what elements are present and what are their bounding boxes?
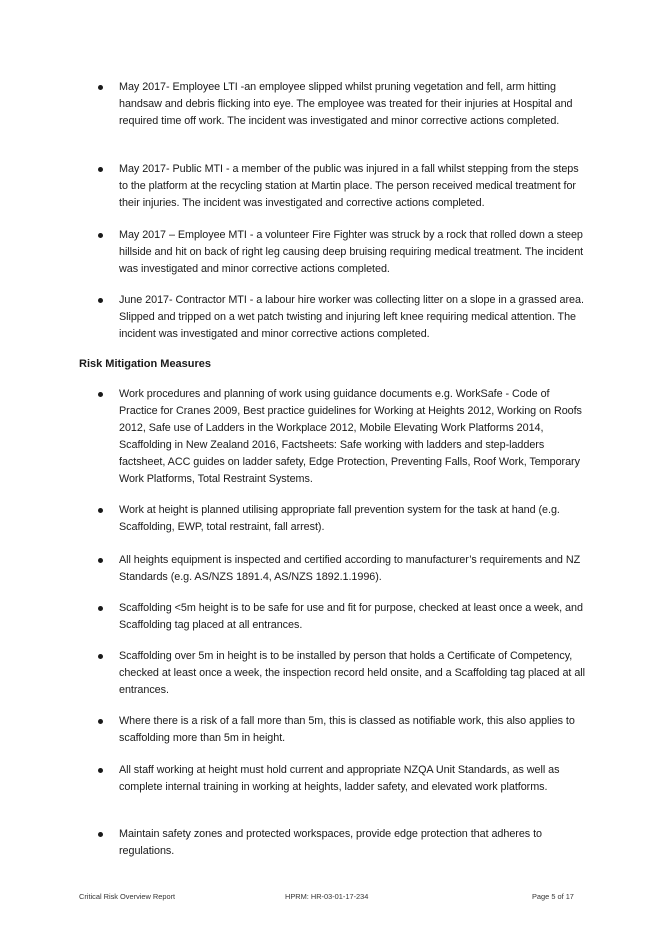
bullet-icon [98,832,103,837]
footer-reference: HPRM: HR-03-01-17-234 [285,892,369,901]
bullet-icon [98,392,103,397]
bullet-icon [98,85,103,90]
measure-text: Maintain safety zones and protected workspaces, provide edge protection that adheres to regulations. [119,828,542,857]
bullet-icon [98,654,103,659]
bullet-icon [98,606,103,611]
incident-text: June 2017- Contractor MTI - a labour hire worker was collecting litter on a slope in a grassed area. Slipped and tripped on a wet patch twisting and injuring left knee requiring medical attention. The incident was investigated and minor corrective actions completed. [119,294,584,340]
measure-text: Scaffolding <5m height is to be safe for use and fit for purpose, checked at least once a week, and Scaffolding tag placed at all entrances. [119,602,583,631]
measure-item [119,648,589,699]
incident-item [119,161,589,212]
footer-report-title: Critical Risk Overview Report [79,892,176,901]
bullet-icon [98,167,103,172]
incident-text: May 2017 – Employee MTI - a volunteer Fire Fighter was struck by a rock that rolled down a steep hillside and hit on back of right leg causing deep bruising requiring medical treatment. The incident was investigated and minor corrective actions completed. [119,229,584,275]
bullet-icon [98,508,103,513]
measure-item [119,600,589,634]
measure-text: All heights equipment is inspected and certified according to manufacturer’s requirements and NZ Standards (e.g. AS/NZS 1891.4, AS/NZS 1892.1.1996). [119,554,581,583]
measure-item [119,552,589,586]
measure-item [119,713,589,747]
bullet-icon [98,558,103,563]
measure-text: All staff working at height must hold current and appropriate NZQA Unit Standards, as well as complete internal training in working at heights, ladder safety, and elevated work platforms. [119,764,560,793]
measure-text: Work procedures and planning of work using guidance documents e.g. WorkSafe - Code of Practice for Cranes 2009, Best practice guidelines for Working at Heights 2012, Working on Roofs 2012, Safe use of Ladders in the Workplace 2012, Mobile Elevating Work Platforms 2014, Scaffolding in New Zealand 2016, Factsheets: Safe working with ladders and step-ladders factsheet, ACC guides on ladder safety, Edge Protection, Preventing Falls, Roof Work, Temporary Work Platforms, Total Restraint Systems. [119,388,582,485]
bullet-icon [98,298,103,303]
measure-text: Where there is a risk of a fall more than 5m, this is classed as notifiable work, this also applies to scaffolding more than 5m in height. [119,715,575,744]
bullet-icon [98,233,103,238]
measure-item [119,386,589,488]
measure-item [119,762,589,796]
incident-item [119,292,589,343]
section-heading: Risk Mitigation Measures [79,358,212,370]
bullet-icon [98,768,103,773]
measure-item [119,826,589,860]
footer-page-number: Page 5 of 17 [532,892,574,901]
measure-text: Scaffolding over 5m in height is to be installed by person that holds a Certificate of Competency, checked at least once a week, the inspection record held onsite, and a Scaffolding tag placed at all entrances. [119,650,585,696]
incident-text: May 2017- Employee LTI -an employee slipped whilst pruning vegetation and fell, arm hitting handsaw and debris flicking into eye. The employee was treated for their injuries at Hospital and required time off work. The incident was investigated and minor corrective actions completed. [119,81,573,127]
incident-item [119,79,589,130]
incident-item [119,227,589,278]
measure-text: Work at height is planned utilising appropriate fall prevention system for the task at hand (e.g. Scaffolding, EWP, total restraint, fall arrest). [119,504,560,533]
bullet-icon [98,719,103,724]
incident-text: May 2017- Public MTI - a member of the public was injured in a fall whilst stepping from the steps to the platform at the recycling station at Martin place. The person received medical treatment for their injuries. The incident was investigated and corrective actions completed. [119,163,579,209]
measure-item [119,502,589,536]
